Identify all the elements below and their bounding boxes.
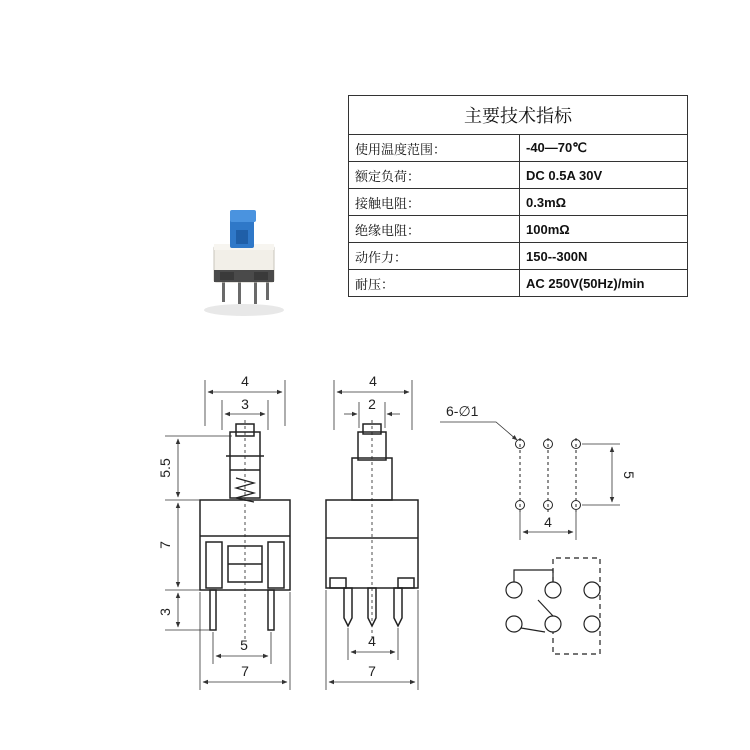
spec-label: 接触电阻： [349,189,520,216]
spec-value: 0.3mΩ [520,189,688,216]
pcb-hole-layout [516,438,581,512]
side-bottom-inner-dim: 4 [368,633,376,649]
front-bottom-outer-dim: 7 [241,663,249,679]
spec-value: 150--300N [520,243,688,270]
spec-label: 绝缘电阻： [349,216,520,243]
spec-label: 额定负荷： [349,162,520,189]
spec-value: AC 250V(50Hz)/min [520,270,688,297]
pcb-bottom-dim: 4 [544,514,552,530]
front-view-drawing [200,420,290,640]
side-top-outer-dim: 4 [369,373,377,389]
front-left-bottom-dim: 3 [157,608,173,616]
spec-value: DC 0.5A 30V [520,162,688,189]
front-left-mid-dim: 7 [157,541,173,549]
front-view-dimensions [165,380,290,690]
front-left-top-dim: 5.5 [157,458,173,478]
spec-value: 100mΩ [520,216,688,243]
switch-photo [204,210,284,316]
front-top-outer-dim: 4 [241,373,249,389]
spec-label: 耐压： [349,270,520,297]
spec-label: 使用温度范围： [349,135,520,162]
front-bottom-inner-dim: 5 [240,637,248,653]
spec-label: 动作力： [349,243,520,270]
side-view-drawing [326,420,418,640]
side-bottom-outer-dim: 7 [368,663,376,679]
side-top-inner-dim: 2 [368,396,376,412]
hole-spec-label: 6-∅1 [446,403,479,419]
spec-table-title: 主要技术指标 [349,96,688,135]
pcb-dimensions [440,422,620,540]
spec-value: -40—70℃ [520,135,688,162]
pcb-right-dim: 5 [621,471,637,479]
switch-circuit-schematic [506,558,600,654]
front-top-inner-dim: 3 [241,396,249,412]
